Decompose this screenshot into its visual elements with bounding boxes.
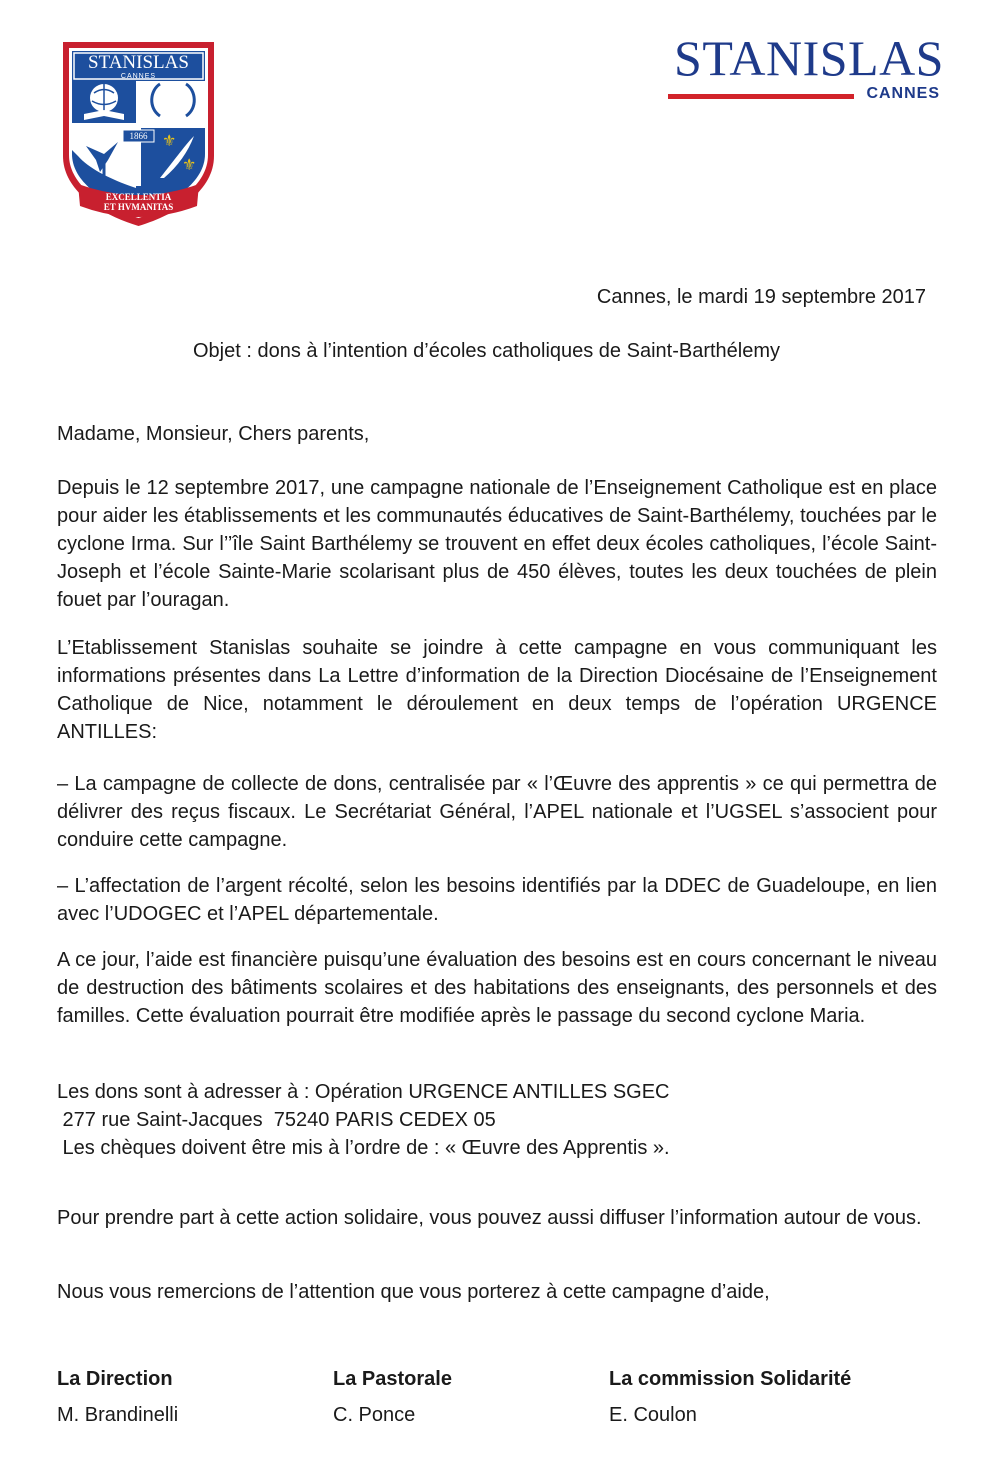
brand-subtitle: CANNES xyxy=(866,85,940,102)
signature-name: M. Brandinelli xyxy=(57,1404,179,1426)
address-line-recipient: Les dons sont à adresser à : Opération URGENCE ANTILLES SGEC xyxy=(57,1081,670,1103)
svg-text:⚜: ⚜ xyxy=(162,131,177,150)
crest-city: CANNES xyxy=(120,73,157,80)
signature-solidarite xyxy=(609,1366,851,1428)
letter-date: Cannes, le mardi 19 septembre 2017 xyxy=(596,286,926,308)
signature-name: C. Ponce xyxy=(333,1404,416,1426)
letter-closing: Nous vous remercions de l’attention que vous porterez à cette campagne d’aide, xyxy=(57,1281,770,1303)
brand-name: STANISLAS xyxy=(674,30,944,86)
crest-name: STANISLAS xyxy=(88,52,189,73)
crest-motto-line2: ET HVMANITAS xyxy=(103,202,174,212)
letter-greeting: Madame, Monsieur, Chers parents, xyxy=(57,423,370,445)
paragraph-allocation: – L’affectation de l’argent récolté, selon les besoins identifiés par la DDEC de Guadeloupe, en lien avec l’UDOGEC et l’APEL départementale. xyxy=(57,875,937,925)
signature-direction xyxy=(57,1366,178,1428)
address-line-cheques: Les chèques doivent être mis à l’ordre de : « Œuvre des Apprentis ». xyxy=(57,1137,670,1159)
paragraph-share: Pour prendre part à cette action solidaire, vous pouvez aussi diffuser l’information autour de vous. xyxy=(57,1207,922,1229)
paragraph-collect: – La campagne de collecte de dons, centralisée par « l’Œuvre des apprentis » ce qui permettra de délivrer des reçus fiscaux. Le Secrétariat Général, l’APEL nationale et l’UGSEL s’associent pour conduire cette campagne. xyxy=(57,773,937,851)
signature-pastorale xyxy=(333,1366,452,1428)
address-line-street: 277 rue Saint-Jacques 75240 PARIS CEDEX 05 xyxy=(57,1109,496,1131)
crest-motto-line1: EXCELLENTIA xyxy=(105,192,172,202)
brand-red-bar xyxy=(668,94,854,99)
donation-address xyxy=(57,1078,937,1162)
crest-year: 1866 xyxy=(129,131,148,141)
paragraph-campaign: Depuis le 12 septembre 2017, une campagne nationale de l’Enseignement Catholique est en place pour aider les établissements et les communautés éducatives de Saint-Barthélemy, touchées par le cyclone Irma. Sur l’’île Saint Barthélemy se trouvent en effet deux écoles catholiques, l’école Saint-Joseph et l’école Sainte-Marie scolarisant plus de 450 élèves, toutes les deux touchées de plein fouet par l’ouragan. xyxy=(57,477,937,611)
paragraph-stanislas: L’Etablissement Stanislas souhaite se joindre à cette campagne en vous communiquant les informations présentes dans La Lettre d’information de la Direction Diocésaine de l’Enseignement Catholique de Nice, notamment le déroulement en deux temps de l’opération URGENCE ANTILLES: xyxy=(57,637,937,743)
paragraph-evaluation: A ce jour, l’aide est financière puisqu’une évaluation des besoins est en cours concernant le niveau de destruction des bâtiments scolaires et des habitations des enseignants, des personnels et des familles. Cette évaluation pourrait être modifiée après le passage du second cyclone Maria. xyxy=(57,949,937,1027)
signature-name: E. Coulon xyxy=(609,1404,697,1426)
letter-subject: Objet : dons à l’intention d’écoles catholiques de Saint-Barthélemy xyxy=(193,340,781,362)
signature-title: La Direction xyxy=(57,1368,173,1390)
brand-logo xyxy=(660,30,942,106)
signature-title: La commission Solidarité xyxy=(609,1368,852,1390)
signature-title: La Pastorale xyxy=(333,1368,452,1390)
school-crest xyxy=(60,38,217,228)
svg-text:⚜: ⚜ xyxy=(182,155,197,174)
